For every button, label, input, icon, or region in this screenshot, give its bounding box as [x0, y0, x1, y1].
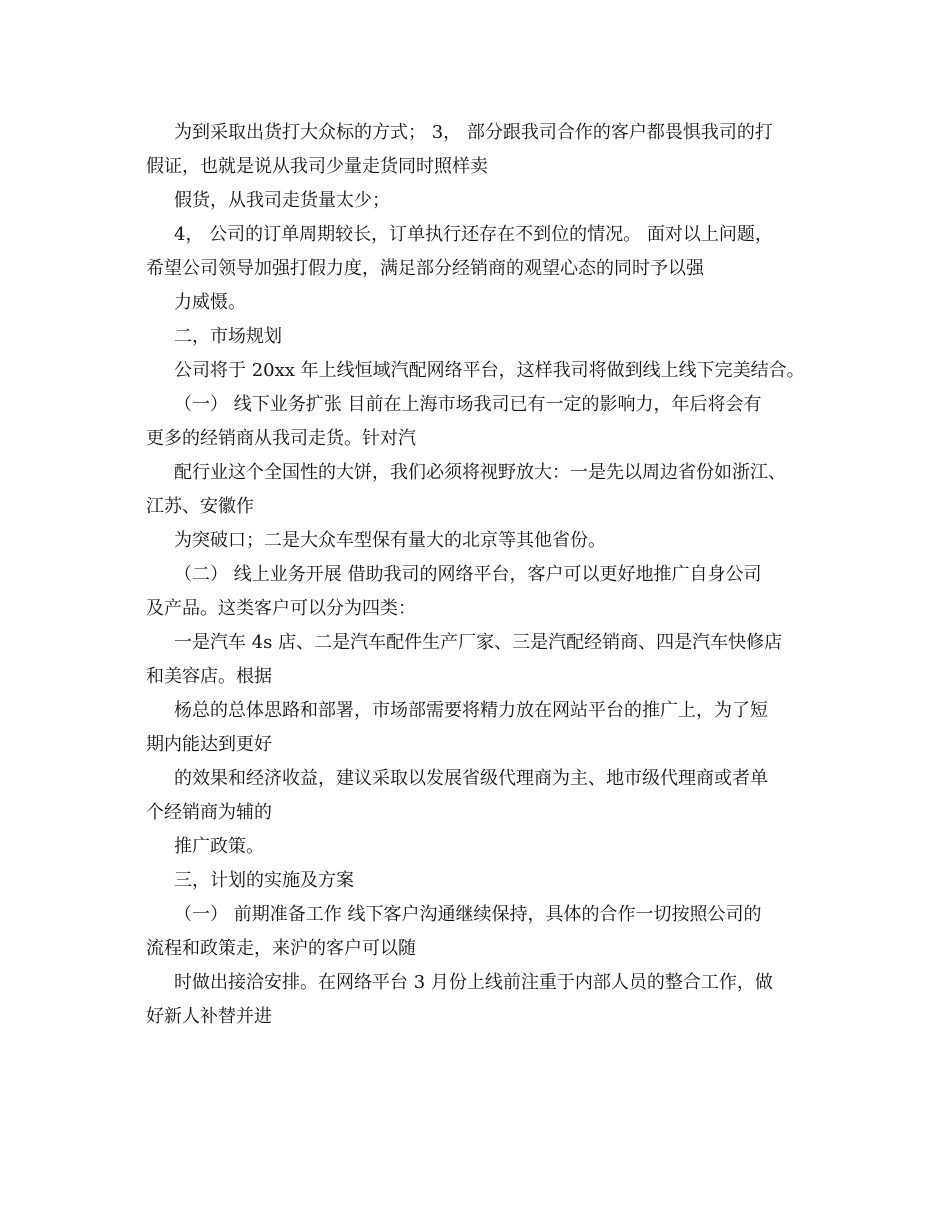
text-line: 期内能达到更好	[146, 734, 272, 755]
text-line: 为突破口；二是大众车型保有量大的北京等其他省份。	[174, 530, 606, 551]
text-line: 假货，从我司走货量太少；	[174, 190, 390, 211]
text-line: 和美容店。根据	[146, 666, 272, 687]
text-line: 4， 公司的订单周期较长，订单执行还存在不到位的情况。 面对以上问题，	[174, 224, 773, 245]
text-line: 为到采取出货打大众标的方式； 3， 部分跟我司合作的客户都畏惧我司的打	[174, 122, 773, 143]
section-heading: 二，市场规划	[174, 326, 282, 347]
subsection-line: （一） 线下业务扩张 目前在上海市场我司已有一定的影响力，年后将会有	[174, 394, 762, 415]
text-line: 个经销商为辅的	[146, 802, 272, 823]
text-line: 希望公司领导加强打假力度，满足部分经销商的观望心态的同时予以强	[146, 258, 704, 279]
text-line: 及产品。这类客户可以分为四类：	[146, 598, 416, 619]
text-line: 杨总的总体思路和部署，市场部需要将精力放在网站平台的推广上，为了短	[174, 700, 768, 721]
document-body	[146, 116, 826, 1034]
text-line: 更多的经销商从我司走货。针对汽	[146, 428, 416, 449]
text-line: 一是汽车 4s 店、二是汽车配件生产厂家、三是汽配经销商、四是汽车快修店	[174, 632, 783, 653]
text-line: 时做出接洽安排。在网络平台 3 月份上线前注重于内部人员的整合工作，做	[174, 972, 773, 993]
text-line: 流程和政策走，来沪的客户可以随	[146, 938, 416, 959]
text-line: 推广政策。	[174, 836, 264, 857]
section-heading: 三，计划的实施及方案	[174, 870, 354, 891]
subsection-line: （二） 线上业务开展 借助我司的网络平台，客户可以更好地推广自身公司	[174, 564, 762, 585]
text-line: 江苏、安徽作	[146, 496, 254, 517]
text-line: 配行业这个全国性的大饼，我们必须将视野放大：一是先以周边省份如浙江、	[174, 462, 786, 483]
text-line: 公司将于 20xx 年上线恒域汽配网络平台，这样我司将做到线上线下完美结合。	[174, 360, 805, 381]
text-line: 的效果和经济收益，建议采取以发展省级代理商为主、地市级代理商或者单	[174, 768, 768, 789]
text-line: 假证，也就是说从我司少量走货同时照样卖	[146, 156, 488, 177]
text-line: 好新人补替并进	[146, 1006, 272, 1027]
text-line: 力威慑。	[174, 292, 246, 313]
subsection-line: （一） 前期准备工作 线下客户沟通继续保持，具体的合作一切按照公司的	[174, 904, 762, 925]
